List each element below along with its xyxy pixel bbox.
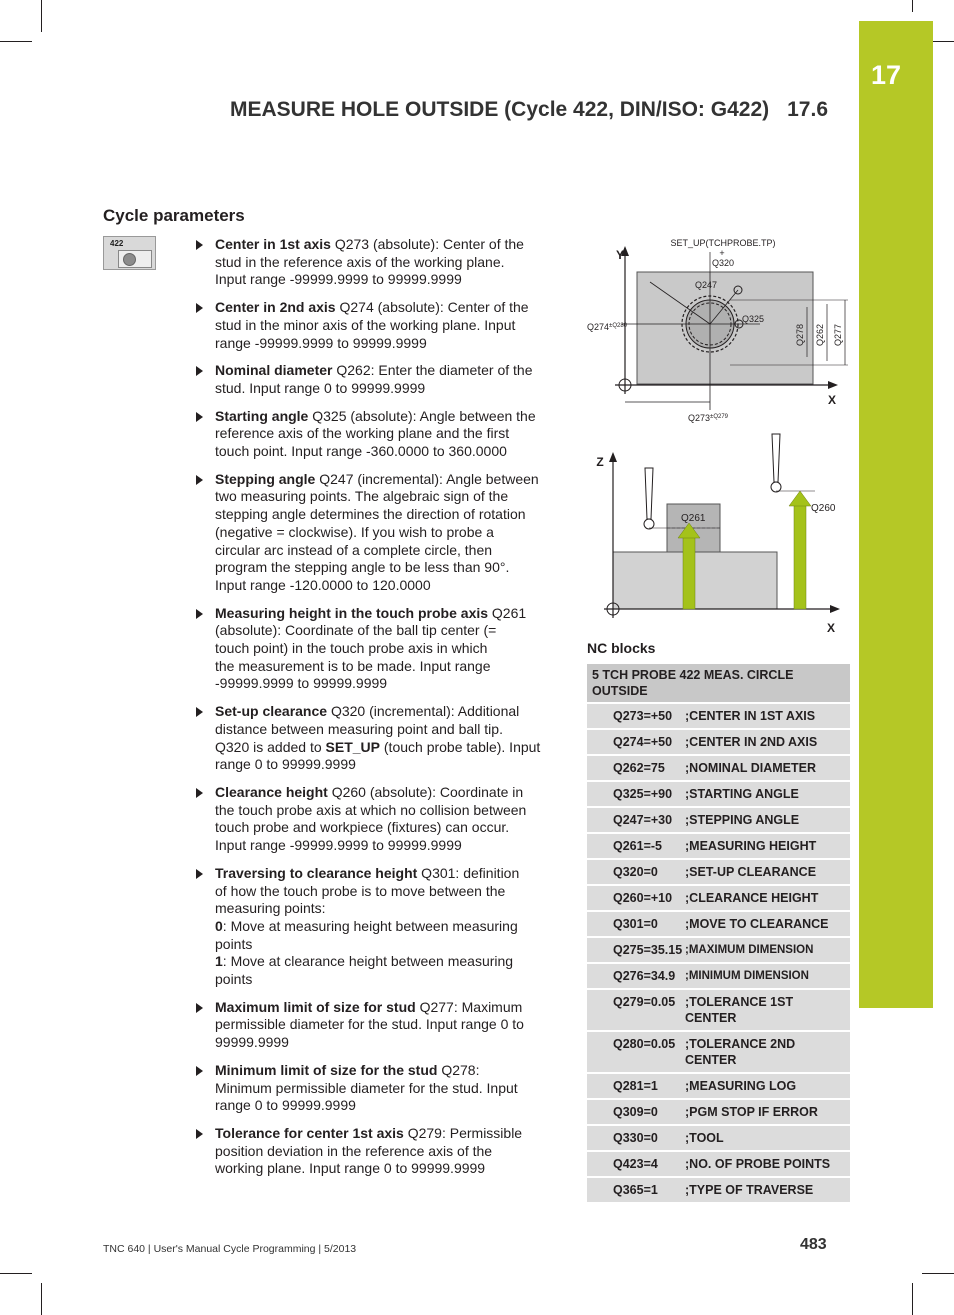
probe-ball-icon	[771, 482, 781, 492]
crop-mark	[0, 1273, 32, 1274]
param-text: -99999.9999 to 99999.9999	[215, 675, 388, 692]
nc-comment: ;STEPPING ANGLE	[685, 807, 850, 833]
nc-comment-text: CENTER	[685, 1053, 737, 1067]
nc-code: Q247=+30	[587, 807, 685, 833]
option-key: 1	[215, 953, 223, 970]
nc-comment: ;CENTER IN 2ND AXIS	[685, 729, 850, 755]
crop-mark	[912, 1283, 913, 1315]
bullet-arrow-icon	[196, 412, 203, 422]
crop-mark	[922, 1273, 954, 1274]
bullet-arrow-icon	[196, 366, 203, 376]
param-text: Q274 (absolute): Center of the	[335, 299, 529, 316]
param-text: measuring points:	[215, 900, 326, 917]
chapter-tab	[859, 21, 933, 1008]
param-text: distance between measuring point and ball tip.	[215, 720, 503, 737]
param-text: circular arc instead of a complete circle, then	[215, 541, 493, 558]
param-text: stepping angle determines the direction of rotation	[215, 506, 526, 523]
nc-row	[587, 963, 850, 989]
nc-row	[587, 989, 850, 1031]
x-axis-arrow-icon	[828, 381, 838, 389]
nc-code: Q330=0	[587, 1125, 685, 1151]
section-title: Cycle parameters	[103, 206, 245, 225]
param-name: Tolerance for center 1st axis	[215, 1124, 404, 1141]
bullet-arrow-icon	[196, 1003, 203, 1013]
nc-code: Q325=+90	[587, 781, 685, 807]
nc-comment: ;SET-UP CLEARANCE	[685, 859, 850, 885]
nc-blocks-table	[587, 664, 850, 1204]
cycle-softkey-icon	[103, 236, 156, 270]
nc-comment: ;MEASURING HEIGHT	[685, 833, 850, 859]
param-text: Q262: Enter the diameter of the	[332, 362, 533, 379]
xy-plane-diagram	[580, 232, 850, 427]
param-item	[196, 605, 556, 694]
param-item	[196, 471, 556, 595]
param-name: Maximum limit of size for stud	[215, 998, 416, 1015]
label-q325: Q325	[742, 314, 765, 324]
param-text: permissible diameter for the stud. Input range 0 to	[215, 1016, 524, 1033]
nc-comment	[685, 989, 850, 1031]
probe-ball-icon	[644, 519, 654, 529]
xz-side-diagram	[590, 428, 846, 636]
option-text: : Move at measuring height between measuring	[222, 917, 518, 934]
param-text: Q320 (incremental): Additional	[327, 703, 520, 720]
nc-comment: ;MEASURING LOG	[685, 1073, 850, 1099]
page-footer: TNC 640 | User's Manual Cycle Programming | 5/2013	[103, 1243, 357, 1255]
nc-comment: ;CENTER IN 1ST AXIS	[685, 703, 850, 729]
label-q274: $Q274^{\pm Q280}$	[587, 322, 628, 332]
param-item	[196, 362, 556, 397]
param-name: Minimum limit of size for the stud	[215, 1061, 438, 1078]
axis-label-y: Y	[615, 248, 625, 262]
nc-comment: ;MOVE TO CLEARANCE	[685, 911, 850, 937]
param-item	[196, 703, 556, 774]
param-text: stud. Input range 0 to 99999.9999	[215, 379, 426, 396]
param-text: Input range -99999.9999 to 99999.9999	[215, 837, 462, 854]
param-text: Q301: definition	[417, 864, 520, 881]
nc-row	[587, 911, 850, 937]
nc-row	[587, 859, 850, 885]
label-setup: SET_UP(TCHPROBE.TP)	[670, 238, 776, 248]
nc-row	[587, 755, 850, 781]
param-text: 99999.9999	[215, 1034, 289, 1051]
header-section: 17.6	[787, 98, 828, 121]
param-name: Center in 1st axis	[215, 236, 331, 252]
nc-comment-text: ;TOLERANCE 2ND	[685, 1037, 796, 1051]
nc-row	[587, 937, 850, 963]
nc-row	[587, 1073, 850, 1099]
nc-header-cell	[587, 664, 850, 703]
nc-row	[587, 807, 850, 833]
axis-label-x: X	[826, 621, 836, 635]
nc-comment: ;TOOL	[685, 1125, 850, 1151]
param-text: touch probe and workpiece (fixtures) can occur.	[215, 819, 510, 836]
nc-row	[587, 781, 850, 807]
nc-comment: ;MINIMUM DIMENSION	[685, 963, 850, 989]
param-text: Q277: Maximum	[415, 998, 523, 1015]
touch-probe-right-icon	[772, 434, 780, 482]
param-text: of how the touch probe is to move between the	[215, 882, 506, 899]
nc-comment: ;NO. OF PROBE POINTS	[685, 1151, 850, 1177]
nc-code: Q274=+50	[587, 729, 685, 755]
param-item	[196, 784, 556, 855]
label-q320: Q320	[711, 258, 735, 268]
param-text: Q247 (incremental): Angle between	[315, 470, 539, 487]
arrow-q260-shaft	[794, 504, 806, 609]
param-text: the measurement is to be made. Input range	[215, 657, 491, 674]
label-q262: Q262	[815, 323, 825, 346]
x-axis-arrow-icon	[830, 605, 840, 613]
param-name: Center in 2nd axis	[215, 299, 336, 316]
crop-mark	[0, 41, 32, 42]
nc-row	[587, 885, 850, 911]
nc-code: Q301=0	[587, 911, 685, 937]
arrow-q260-head-icon	[789, 491, 811, 506]
nc-row	[587, 1125, 850, 1151]
nc-code: Q309=0	[587, 1099, 685, 1125]
param-item	[196, 1125, 556, 1178]
nc-header-text: OUTSIDE	[592, 684, 648, 698]
param-text: two measuring points. The algebraic sign of the	[215, 488, 509, 505]
param-name: Measuring height in the touch probe axis	[215, 604, 489, 621]
label-q261: Q261	[681, 513, 706, 524]
page-header	[0, 98, 828, 122]
param-text: Q279: Permissible	[403, 1124, 523, 1141]
bullet-arrow-icon	[196, 1129, 203, 1139]
param-text: Q325 (absolute): Angle between the	[308, 407, 536, 424]
parameter-list	[196, 236, 556, 1188]
label-q277: Q277	[833, 323, 843, 346]
nc-code: Q262=75	[587, 755, 685, 781]
param-item	[196, 236, 556, 289]
param-name: Traversing to clearance height	[215, 864, 418, 881]
nc-code: Q423=4	[587, 1151, 685, 1177]
nc-comment-text: ;TOLERANCE 1ST	[685, 995, 794, 1009]
bullet-arrow-icon	[196, 869, 203, 879]
crop-mark	[41, 0, 42, 32]
nc-code: Q320=0	[587, 859, 685, 885]
bullet-arrow-icon	[196, 240, 203, 250]
header-title: MEASURE HOLE OUTSIDE (Cycle 422, DIN/ISO: G422)	[229, 98, 770, 121]
nc-comment: ;CLEARANCE HEIGHT	[685, 885, 850, 911]
param-text: range 0 to 99999.9999	[215, 1097, 356, 1114]
param-text: stud in the minor axis of the working plane. Input	[215, 316, 516, 333]
nc-header-row	[587, 664, 850, 703]
label-q273: $Q273^{\pm Q279}$	[688, 413, 729, 423]
nc-code: Q275=35.15	[587, 937, 685, 963]
param-item	[196, 999, 556, 1052]
param-text: Q320 is added to	[215, 738, 326, 755]
param-text: position deviation in the reference axis of the	[215, 1142, 493, 1159]
param-item	[196, 408, 556, 461]
crop-mark	[912, 0, 913, 12]
param-text: working plane. Input range 0 to 99999.9999	[215, 1160, 486, 1177]
nc-comment: ;TYPE OF TRAVERSE	[685, 1177, 850, 1203]
bullet-arrow-icon	[196, 707, 203, 717]
nc-row	[587, 703, 850, 729]
label-q247: Q247	[695, 280, 718, 290]
param-text: Q260 (absolute): Coordinate in	[327, 783, 524, 800]
option-text: points	[215, 935, 253, 952]
option-text: points	[215, 971, 253, 988]
param-name: Set-up clearance	[215, 703, 328, 720]
param-text: (negative = clockwise). If you wish to probe a	[215, 523, 494, 540]
nc-code: Q280=0.05	[587, 1031, 685, 1073]
param-text: (touch probe table). Input	[383, 738, 541, 755]
crop-mark	[41, 1283, 42, 1315]
nc-row	[587, 729, 850, 755]
param-item	[196, 1062, 556, 1115]
nc-code: Q260=+10	[587, 885, 685, 911]
setup-keyword: SET_UP	[325, 738, 380, 755]
param-name: Starting angle	[215, 407, 309, 424]
softkey-label: 422	[110, 239, 124, 248]
nc-code: Q276=34.9	[587, 963, 685, 989]
nc-row	[587, 1177, 850, 1203]
nc-comment: ;PGM STOP IF ERROR	[685, 1099, 850, 1125]
axis-label-x: X	[827, 393, 837, 407]
bullet-arrow-icon	[196, 1066, 203, 1076]
bullet-arrow-icon	[196, 475, 203, 485]
nc-row	[587, 1151, 850, 1177]
param-text: the touch probe axis at which no collision between	[215, 801, 527, 818]
param-text: reference axis of the working plane and the first	[215, 425, 510, 442]
param-item	[196, 865, 556, 989]
param-name: Nominal diameter	[215, 362, 333, 379]
arrow-q261-shaft	[683, 536, 695, 609]
nc-row	[587, 1031, 850, 1073]
bullet-arrow-icon	[196, 303, 203, 313]
nc-header-text: 5 TCH PROBE 422 MEAS. CIRCLE	[592, 668, 794, 682]
param-text: Input range -120.0000 to 120.0000	[215, 576, 431, 593]
nc-code: Q281=1	[587, 1073, 685, 1099]
nc-code: Q261=-5	[587, 833, 685, 859]
param-text: stud in the reference axis of the working plane.	[215, 253, 505, 270]
nc-row	[587, 1099, 850, 1125]
option-key: 0	[215, 917, 223, 934]
param-text: touch point. Input range -360.0000 to 360.0000	[215, 443, 507, 460]
param-text: Q273 (absolute): Center of the	[330, 236, 524, 252]
nc-code: Q273=+50	[587, 703, 685, 729]
nc-blocks-title: NC blocks	[587, 640, 656, 656]
label-q278: Q278	[795, 323, 805, 346]
softkey-circle	[123, 253, 136, 266]
nc-comment: ;NOMINAL DIAMETER	[685, 755, 850, 781]
chapter-number: 17	[870, 60, 902, 90]
param-name: Stepping angle	[215, 470, 316, 487]
bullet-arrow-icon	[196, 609, 203, 619]
param-text: range -99999.9999 to 99999.9999	[215, 334, 427, 351]
nc-comment	[685, 1031, 850, 1073]
page-number: 483	[800, 1236, 827, 1253]
touch-probe-left-icon	[645, 468, 653, 519]
param-text: Q278:	[437, 1061, 480, 1078]
param-text: Q261	[488, 604, 527, 621]
param-text: program the stepping angle to be less than 90°.	[215, 559, 510, 576]
nc-code: Q279=0.05	[587, 989, 685, 1031]
param-item	[196, 299, 556, 352]
z-axis-arrow-icon	[609, 452, 617, 462]
nc-code: Q365=1	[587, 1177, 685, 1203]
param-name: Clearance height	[215, 783, 328, 800]
label-plus: +	[719, 248, 725, 258]
param-text: touch point) in the touch probe axis in which	[215, 640, 488, 657]
nc-row	[587, 833, 850, 859]
bullet-arrow-icon	[196, 788, 203, 798]
param-text: Minimum permissible diameter for the stud. Input	[215, 1079, 518, 1096]
label-q260: Q260	[811, 503, 836, 514]
param-text: (absolute): Coordinate of the ball tip center (=	[215, 622, 497, 639]
nc-comment: ;STARTING ANGLE	[685, 781, 850, 807]
param-text: range 0 to 99999.9999	[215, 756, 356, 773]
param-text: Input range -99999.9999 to 99999.9999	[215, 271, 462, 288]
nc-comment: ;MAXIMUM DIMENSION	[685, 937, 850, 963]
nc-comment-text: CENTER	[685, 1011, 737, 1025]
option-text: : Move at clearance height between measuring	[222, 953, 514, 970]
axis-label-z: Z	[596, 455, 604, 469]
